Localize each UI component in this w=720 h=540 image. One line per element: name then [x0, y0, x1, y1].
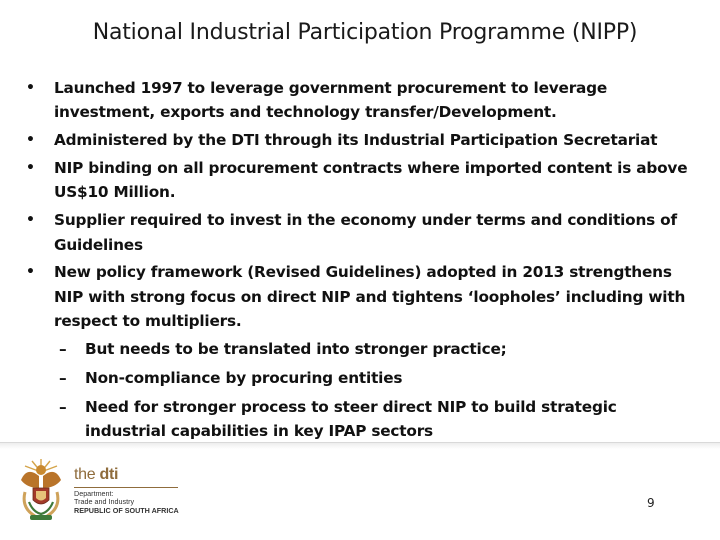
dash-icon: – [59, 397, 67, 416]
bullet-icon: • [26, 132, 35, 149]
bullet-text: Launched 1997 to leverage government procurement to leverage investment, exports and technology transfer/Development. [54, 79, 608, 122]
bullet-item [26, 260, 696, 333]
bullet-item [26, 156, 696, 205]
dash-icon: – [59, 368, 67, 387]
bullet-text: NIP binding on all procurement contracts where imported content is above US$10 Million. [54, 159, 688, 202]
bullet-item [26, 128, 696, 152]
logo-divider [74, 487, 178, 488]
bullet-text: New policy framework (Revised Guidelines) adopted in 2013 strengthens NIP with strong focus on direct NIP and tightens ‘loopholes’ including with respect to multipliers. [54, 263, 686, 331]
bullet-icon: • [26, 80, 35, 96]
footer-shadow [0, 443, 720, 449]
dti-logo-prefix: the [74, 466, 100, 483]
bullet-item [26, 76, 696, 125]
dti-department-text [74, 490, 179, 515]
bullet-text: Supplier required to invest in the economy under terms and conditions of Guidelines [54, 211, 677, 254]
slide-title: National Industrial Participation Programme (NIPP) [92, 20, 638, 45]
sub-bullet-item [26, 337, 696, 361]
bullet-text: Administered by the DTI through its Industrial Participation Secretariat [54, 131, 658, 150]
sub-bullet-text: Non-compliance by procuring entities [85, 368, 403, 387]
sub-bullet-item [26, 366, 696, 390]
coat-of-arms-icon [17, 458, 65, 522]
bullet-icon: • [26, 212, 35, 229]
dti-logo-text [74, 466, 118, 484]
bullet-item [26, 208, 696, 257]
dti-logo-main: dti [99, 466, 119, 483]
bullet-list [26, 76, 696, 448]
page-number: 9 [647, 496, 655, 510]
bullet-icon: • [26, 264, 35, 281]
dash-icon: – [59, 339, 67, 358]
bullet-icon: • [26, 160, 35, 177]
sub-bullet-text: But needs to be translated into stronger practice; [85, 339, 507, 358]
sub-bullet-item [26, 395, 696, 444]
dti-department-line: Department: [74, 489, 114, 498]
sub-bullet-text: Need for stronger process to steer direct NIP to build strategic industrial capabilities in key IPAP sectors [85, 397, 617, 441]
dti-country-line: REPUBLIC OF SOUTH AFRICA [74, 505, 179, 515]
dti-department-line: Trade and Industry [74, 497, 135, 507]
